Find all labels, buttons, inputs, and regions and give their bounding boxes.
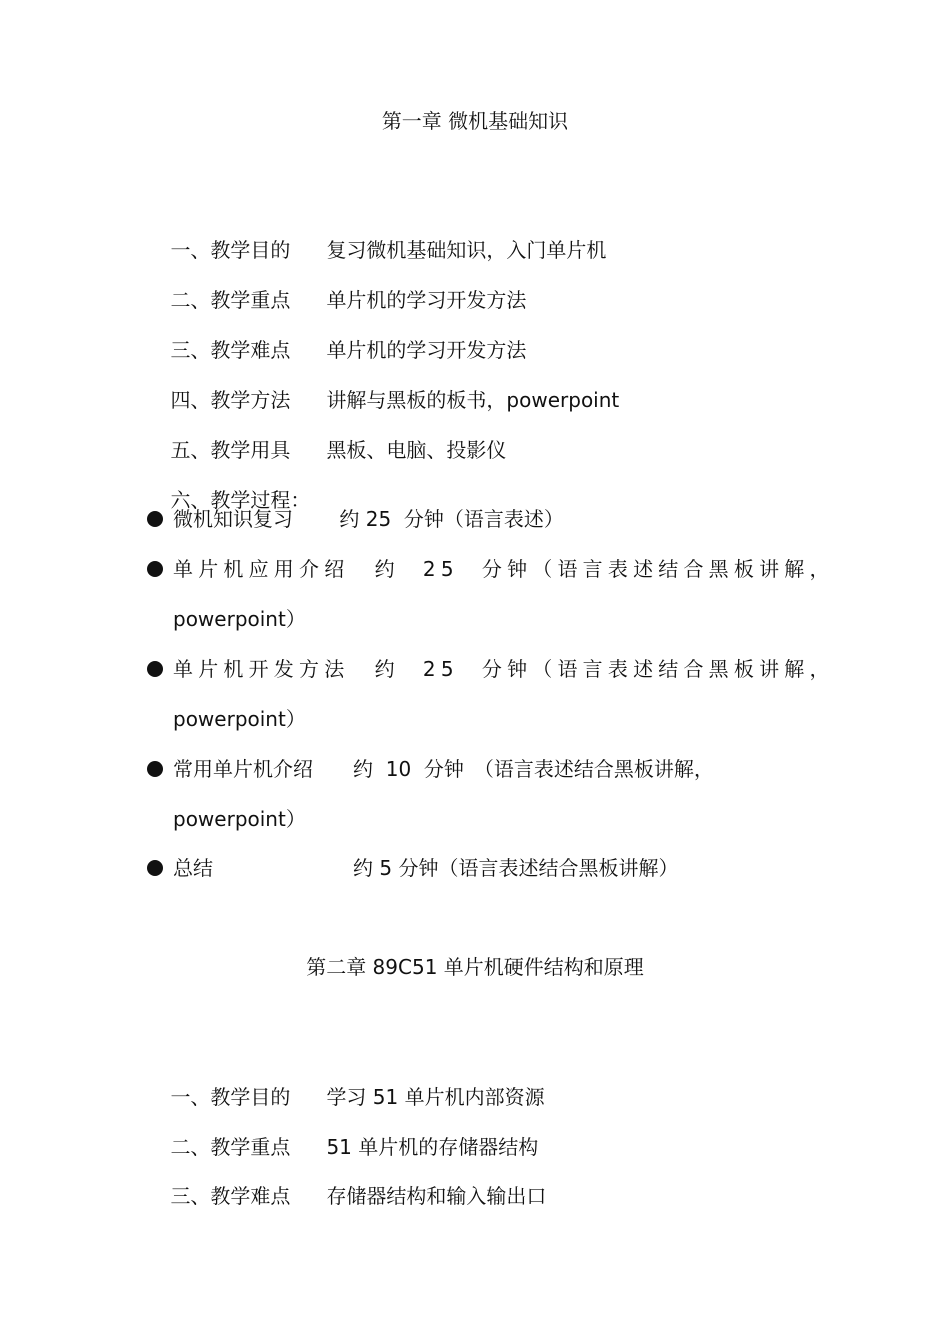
item-label: 三、教学难点	[170, 1184, 291, 1208]
item-value: 51 单片机的存储器结构	[326, 1135, 539, 1159]
item-value: 讲解与黑板的板书，powerpoint	[326, 388, 620, 412]
bullet-icon	[147, 860, 163, 876]
item-label: 二、教学重点	[170, 288, 291, 312]
item-value: 存储器结构和输入输出口	[326, 1184, 547, 1208]
item-value: 黑板、电脑、投影仪	[326, 438, 507, 462]
item-value: 单片机的学习开发方法	[326, 288, 527, 312]
bullet-icon	[147, 661, 163, 677]
process-item-text: 微机知识复习 约 25 分钟（语言表述）	[173, 507, 564, 531]
chapter-2-title: 第二章 89C51 单片机硬件结构和原理	[306, 955, 644, 979]
bullet-icon	[147, 561, 163, 577]
item-label: 四、教学方法	[170, 388, 291, 412]
item-label: 二、教学重点	[170, 1135, 291, 1159]
item-label: 一、教学目的	[170, 1085, 291, 1109]
process-item-continuation: powerpoint）	[173, 607, 306, 631]
process-item-text: 单片机应用介绍 约 25 分钟（语言表述结合黑板讲解，	[173, 557, 835, 581]
item-label: 五、教学用具	[170, 438, 291, 462]
item-label: 一、教学目的	[170, 238, 291, 262]
item-value: 学习 51 单片机内部资源	[326, 1085, 545, 1109]
chapter-1-title: 第一章 微机基础知识	[381, 109, 569, 133]
item-label: 六、教学过程：	[170, 488, 311, 512]
item-value: 单片机的学习开发方法	[326, 338, 527, 362]
process-item-text: 总结 约 5 分钟（语言表述结合黑板讲解）	[173, 856, 679, 880]
process-item-text: 常用单片机介绍 约 10 分钟 （语言表述结合黑板讲解，	[173, 757, 714, 781]
process-item-continuation: powerpoint）	[173, 807, 306, 831]
chapter-2-difficulty	[145, 1151, 546, 1241]
bullet-icon	[147, 511, 163, 527]
bullet-icon	[147, 761, 163, 777]
item-value: 复习微机基础知识，入门单片机	[326, 238, 607, 262]
item-label: 三、教学难点	[170, 338, 291, 362]
process-item-text: 单片机开发方法 约 25 分钟（语言表述结合黑板讲解，	[173, 657, 835, 681]
process-item-continuation: powerpoint）	[173, 707, 306, 731]
